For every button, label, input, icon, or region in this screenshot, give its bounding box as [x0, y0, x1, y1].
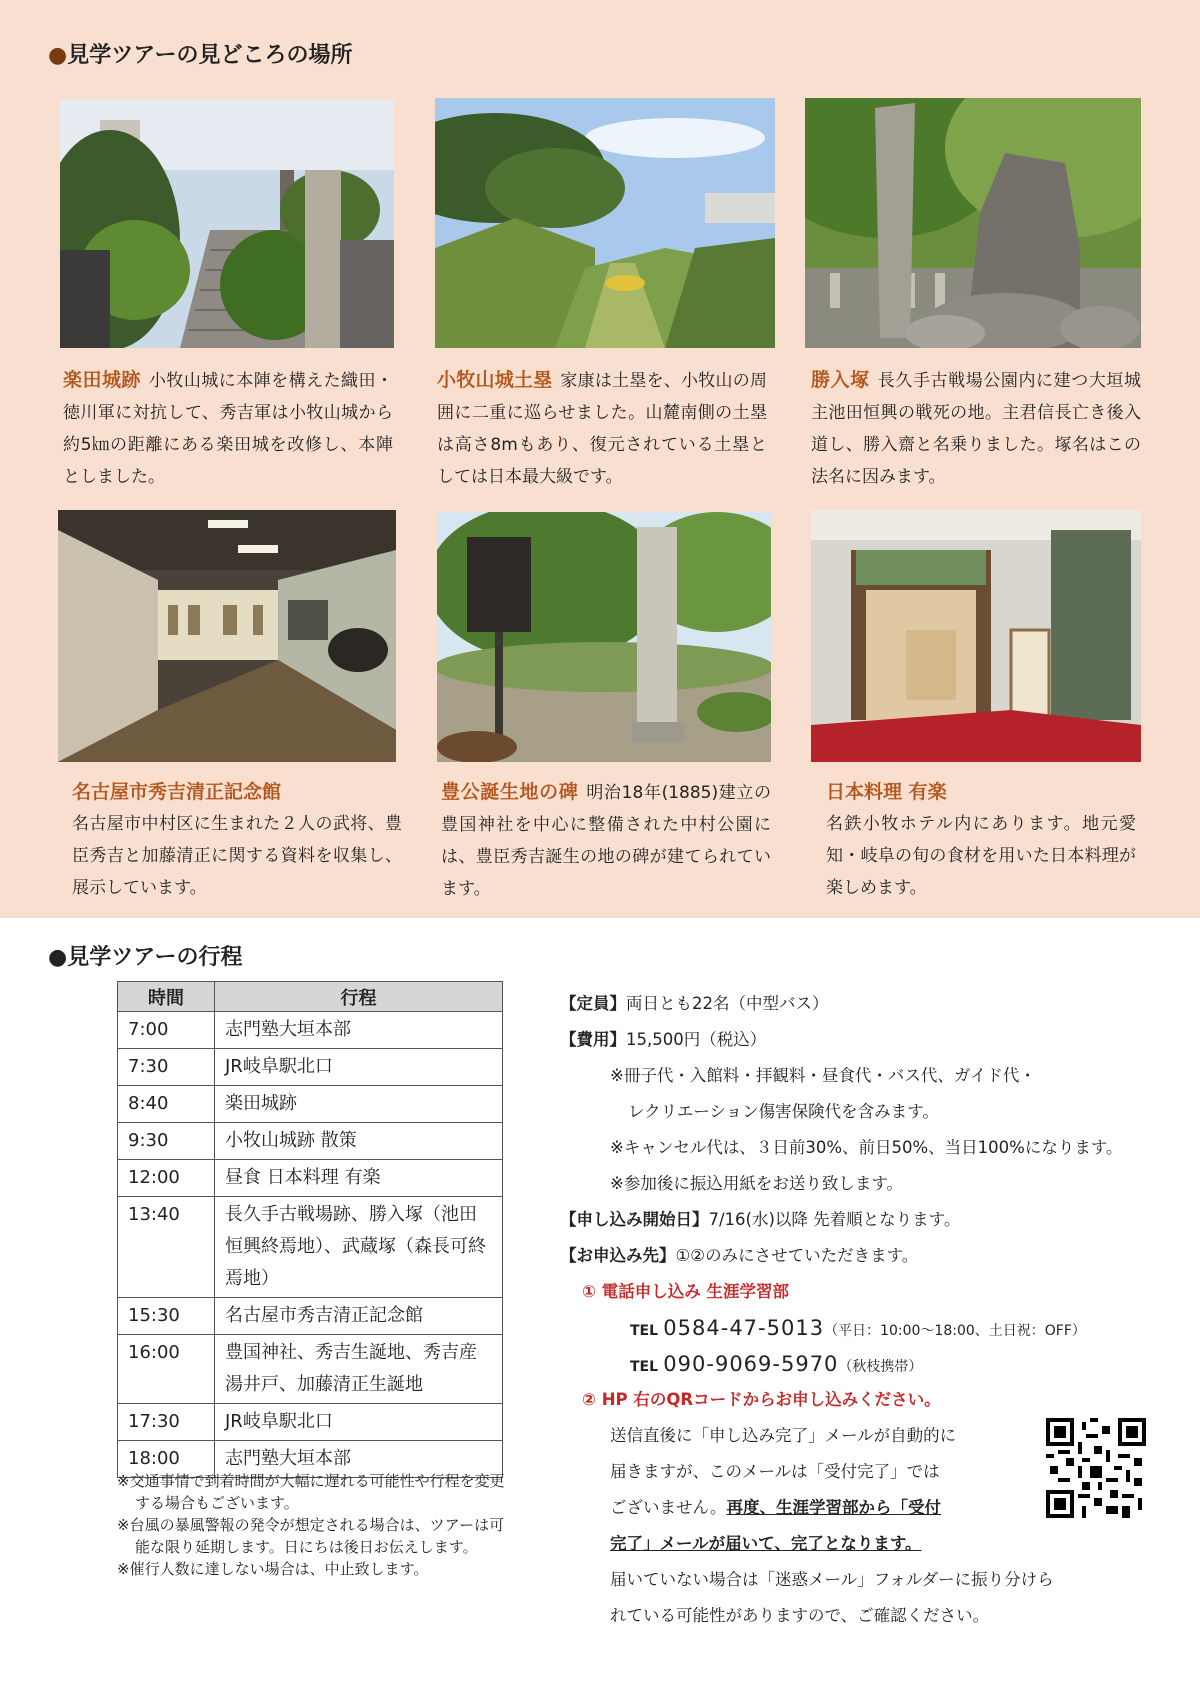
plan-cell: 名古屋市秀吉清正記念館 [215, 1298, 503, 1335]
table-row [118, 1012, 503, 1049]
castle-ruins-stone-steps-photo [60, 100, 394, 348]
spot-description: 名古屋市秀吉清正記念館 名古屋市中村区に生まれた２人の武将、豊臣秀吉と加藤清正に関する資料を収集し、展示しています。 [72, 776, 402, 904]
web-application-title: ② HP 右のQRコードからお申し込みください。 [582, 1390, 941, 1409]
time-cell: 16:00 [118, 1335, 215, 1404]
restaurant-entrance-photo [811, 510, 1141, 762]
spot-name: 小牧山城土塁 [437, 369, 553, 391]
plan-cell: 長久手古戦場跡、勝入塚（池田恒興終焉地）、武蔵塚（森長可終焉地） [215, 1197, 503, 1298]
table-row [118, 1160, 503, 1197]
spot-name: 日本料理 有楽 [826, 781, 947, 803]
plan-cell: 楽田城跡 [215, 1086, 503, 1123]
bullet-icon: ● [48, 43, 68, 68]
cancel-note: ※キャンセル代は、３日前30%、前日50%、当日100%になります。 [610, 1138, 1123, 1157]
spot-description: 小牧山城土塁 家康は土塁を、小牧山の周囲に二重に巡らせました。山麓南側の土塁は高さ8mもあり、復元されている土塁としては日本最大級です。 [437, 369, 767, 487]
plan-cell: 志門塾大垣本部 [215, 1441, 503, 1478]
sightseeing-section-title: ●見学ツアーの見どころの場所 [48, 43, 353, 68]
earthwork-embankment-photo [435, 98, 775, 348]
museum-exhibit-hall-photo [58, 510, 396, 762]
itinerary-table [117, 981, 503, 1478]
phone-number-2: TEL 090-9069-5970（秋枝携帯） [630, 1352, 923, 1376]
tel-label: TEL [630, 1323, 659, 1339]
table-header-row [118, 982, 503, 1012]
spot-name: 楽田城跡 [63, 369, 141, 391]
fee-note: ※冊子代・入館料・拝観料・昼食代・バス代、ガイド代・ [610, 1066, 1036, 1085]
note: ※催行人数に達しない場合は、中止致します。 [117, 1560, 429, 1578]
plan-cell: JR岐阜駅北口 [215, 1049, 503, 1086]
web-instruction: れている可能性がありますので、ご確認ください。 [610, 1606, 990, 1625]
itinerary-section-title: ●見学ツアーの行程 [48, 945, 243, 970]
time-cell: 7:00 [118, 1012, 215, 1049]
contact-line: 【お申込み先】①②のみにさせていただきます。 [560, 1246, 919, 1265]
spot-name: 名古屋市秀吉清正記念館 [72, 781, 282, 803]
web-instruction: 完了」メールが届いて、完了となります。 [610, 1534, 922, 1553]
spot-description: 楽田城跡 小牧山城に本陣を構えた織田・徳川軍に対抗して、秀吉軍は小牧山城から約5㎞の距離にある楽田城を改修し、本陣としました。 [63, 369, 393, 487]
plan-cell: 豊国神社、秀吉生誕地、秀吉産湯井戸、加藤清正生誕地 [215, 1335, 503, 1404]
web-instruction: 送信直後に「申し込み完了」メールが自動的に [610, 1426, 957, 1445]
tel-number[interactable]: 090-9069-5970 [663, 1352, 839, 1376]
time-cell: 13:40 [118, 1197, 215, 1298]
note: ※台風の暴風警報の発令が想定される場合は、ツアーは可能な限り延期します。日にちは後日お伝えします。 [117, 1516, 505, 1556]
table-row [118, 1049, 503, 1086]
table-row [118, 1404, 503, 1441]
table-row [118, 1335, 503, 1404]
start-date-line: 【申し込み開始日】7/16(水)以降 先着順となります。 [560, 1210, 961, 1229]
time-cell: 7:30 [118, 1049, 215, 1086]
plan-cell: 昼食 日本料理 有楽 [215, 1160, 503, 1197]
payment-note: ※参加後に振込用紙をお送り致します。 [610, 1174, 904, 1193]
time-cell: 18:00 [118, 1441, 215, 1478]
time-cell: 15:30 [118, 1298, 215, 1335]
tel-number[interactable]: 0584-47-5013 [663, 1316, 825, 1340]
spot-description: 豊公誕生地の碑 明治18年(1885)建立の豊国神社を中心に整備された中村公園には、豊臣秀吉誕生の地の碑が建てられています。 [441, 781, 771, 899]
capacity-line: 【定員】両日とも22名（中型バス） [560, 994, 829, 1013]
stone-monument-photo [805, 98, 1141, 348]
phone-application-title: ① 電話申し込み 生涯学習部 [582, 1282, 789, 1301]
table-row [118, 1086, 503, 1123]
qr-code-icon[interactable] [1046, 1418, 1146, 1518]
plan-cell: JR岐阜駅北口 [215, 1404, 503, 1441]
note: ※交通事情で到着時間が大幅に遅れる可能性や行程を変更する場合もございます。 [117, 1472, 505, 1512]
web-instruction: ございません。再度、生涯学習部から「受付 [610, 1498, 941, 1517]
column-header: 行程 [215, 982, 503, 1012]
time-cell: 12:00 [118, 1160, 215, 1197]
table-row [118, 1298, 503, 1335]
fee-note: レクリエーション傷害保険代を含みます。 [628, 1102, 939, 1121]
birthplace-stone-pillar-photo [437, 512, 771, 762]
fee-line: 【費用】15,500円（税込） [560, 1030, 767, 1049]
time-cell: 9:30 [118, 1123, 215, 1160]
spot-name: 豊公誕生地の碑 [441, 781, 579, 803]
table-row [118, 1123, 503, 1160]
plan-cell: 小牧山城跡 散策 [215, 1123, 503, 1160]
time-cell: 17:30 [118, 1404, 215, 1441]
bullet-icon: ● [48, 945, 68, 970]
table-row [118, 1197, 503, 1298]
itinerary-notes [117, 1470, 507, 1580]
phone-number-1: TEL 0584-47-5013（平日：10:00～18:00、土日祝：OFF） [630, 1316, 1086, 1340]
web-instruction: 届いていない場合は「迷惑メール」フォルダーに振り分けら [610, 1570, 1054, 1589]
column-header: 時間 [118, 982, 215, 1012]
spot-description: 勝入塚 長久手古戦場公園内に建つ大垣城主池田恒興の戦死の地。主君信長亡き後入道し、勝入齋と名乗りました。塚名はこの法名に因みます。 [811, 369, 1141, 487]
web-instruction: 届きますが、このメールは「受付完了」では [610, 1462, 940, 1481]
time-cell: 8:40 [118, 1086, 215, 1123]
tel-label: TEL [630, 1359, 659, 1375]
spot-name: 勝入塚 [811, 369, 870, 391]
spot-description: 日本料理 有楽 名鉄小牧ホテル内にあります。地元愛知・岐阜の旬の食材を用いた日本料理が楽しめます。 [826, 776, 1136, 904]
plan-cell: 志門塾大垣本部 [215, 1012, 503, 1049]
application-info [560, 986, 1180, 1634]
